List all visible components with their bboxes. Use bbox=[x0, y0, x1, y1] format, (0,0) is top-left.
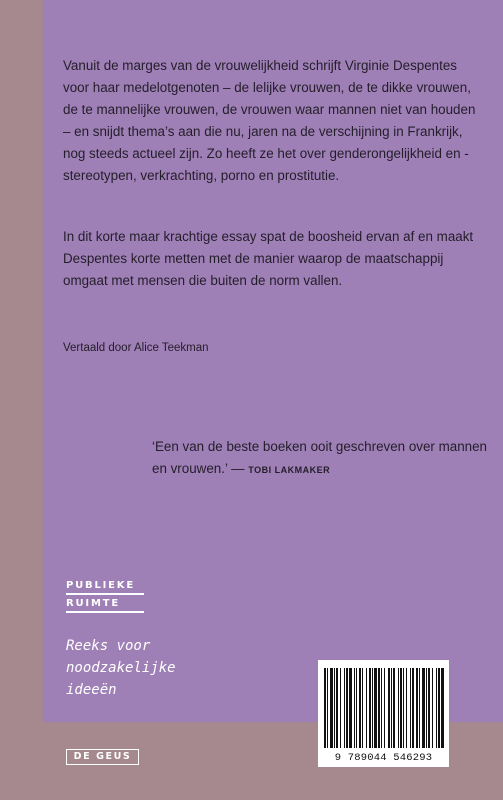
barcode-bar bbox=[330, 668, 333, 748]
barcode-bar bbox=[354, 668, 355, 748]
review-quote bbox=[152, 436, 492, 481]
barcode-bar bbox=[324, 668, 326, 748]
isbn-barcode bbox=[318, 660, 449, 767]
barcode-bar bbox=[412, 668, 414, 748]
barcode-bar bbox=[334, 668, 335, 748]
barcode-bar bbox=[393, 668, 395, 748]
barcode-bar bbox=[388, 668, 390, 748]
barcode-bar bbox=[359, 668, 361, 748]
barcode-bar bbox=[432, 668, 433, 748]
barcode-bar bbox=[436, 668, 437, 748]
barcode-bar bbox=[356, 668, 357, 748]
barcode-bars bbox=[318, 660, 449, 752]
barcode-bar bbox=[346, 668, 348, 748]
barcode-bar bbox=[426, 668, 427, 748]
series-name-line-1: PUBLIEKE bbox=[66, 580, 144, 595]
barcode-bar bbox=[384, 668, 385, 748]
barcode-bar bbox=[344, 668, 345, 748]
barcode-bar bbox=[336, 668, 338, 748]
barcode-bar bbox=[438, 668, 440, 748]
barcode-bar bbox=[416, 668, 418, 748]
barcode-bar bbox=[441, 668, 444, 748]
series-tagline-line-1: Reeks voor bbox=[66, 638, 151, 654]
description-paragraph-1: Vanuit de marges van de vrouwelijkheid schrijft Virginie Despentes voor haar medelotgenoten – de lelijke vrouwen, de te dikke vrouwen, de te mannelijke vrouwen, de vrouwen waar mannen niet van houden – en snijdt thema’s aan die nu, jaren na de verschijning in Frankrijk, nog steeds actueel zijn. Zo heeft ze het over genderongelijkheid en -stereotypen, verkrachting, porno en prostitutie. bbox=[63, 58, 476, 183]
description-paragraph-2: In dit korte maar krachtige essay spat de boosheid ervan af en maakt Despentes korte metten met de manier waarop de maatschappij omgaat met mensen die buiten de norm vallen. bbox=[63, 229, 474, 288]
barcode-bar bbox=[381, 668, 382, 748]
series-tagline-line-3: ideeën bbox=[66, 682, 117, 698]
publisher-logo: DE GEUS bbox=[66, 749, 139, 765]
translator-credit: Vertaald door Alice Teekman bbox=[63, 342, 209, 354]
barcode-bar bbox=[428, 668, 430, 748]
quote-text: ‘Een van de beste boeken ooit geschreven over mannen en vrouwen.’ — bbox=[152, 439, 487, 476]
barcode-bar bbox=[403, 668, 404, 748]
barcode-bar bbox=[374, 668, 377, 748]
isbn-number: 9 789044 546293 bbox=[334, 752, 433, 764]
barcode-bar bbox=[406, 668, 407, 748]
barcode-bar bbox=[391, 668, 392, 748]
barcode-bar bbox=[366, 668, 367, 748]
barcode-bar bbox=[398, 668, 399, 748]
series-tagline bbox=[66, 635, 246, 701]
barcode-bar bbox=[349, 668, 352, 748]
barcode-bar bbox=[327, 668, 328, 748]
barcode-bar bbox=[410, 668, 411, 748]
barcode-bar bbox=[400, 668, 402, 748]
quote-author: TOBI LAKMAKER bbox=[248, 465, 331, 475]
barcode-bar bbox=[422, 668, 425, 748]
barcode-bar bbox=[419, 668, 420, 748]
series-name-line-2: RUIMTE bbox=[66, 598, 144, 613]
series-logo bbox=[66, 580, 144, 616]
series-tagline-line-2: noodzakelijke bbox=[66, 660, 176, 676]
barcode-bar bbox=[372, 668, 373, 748]
barcode-bar bbox=[340, 668, 341, 748]
barcode-bar bbox=[369, 668, 371, 748]
barcode-bar bbox=[362, 668, 363, 748]
barcode-bar bbox=[378, 668, 380, 748]
